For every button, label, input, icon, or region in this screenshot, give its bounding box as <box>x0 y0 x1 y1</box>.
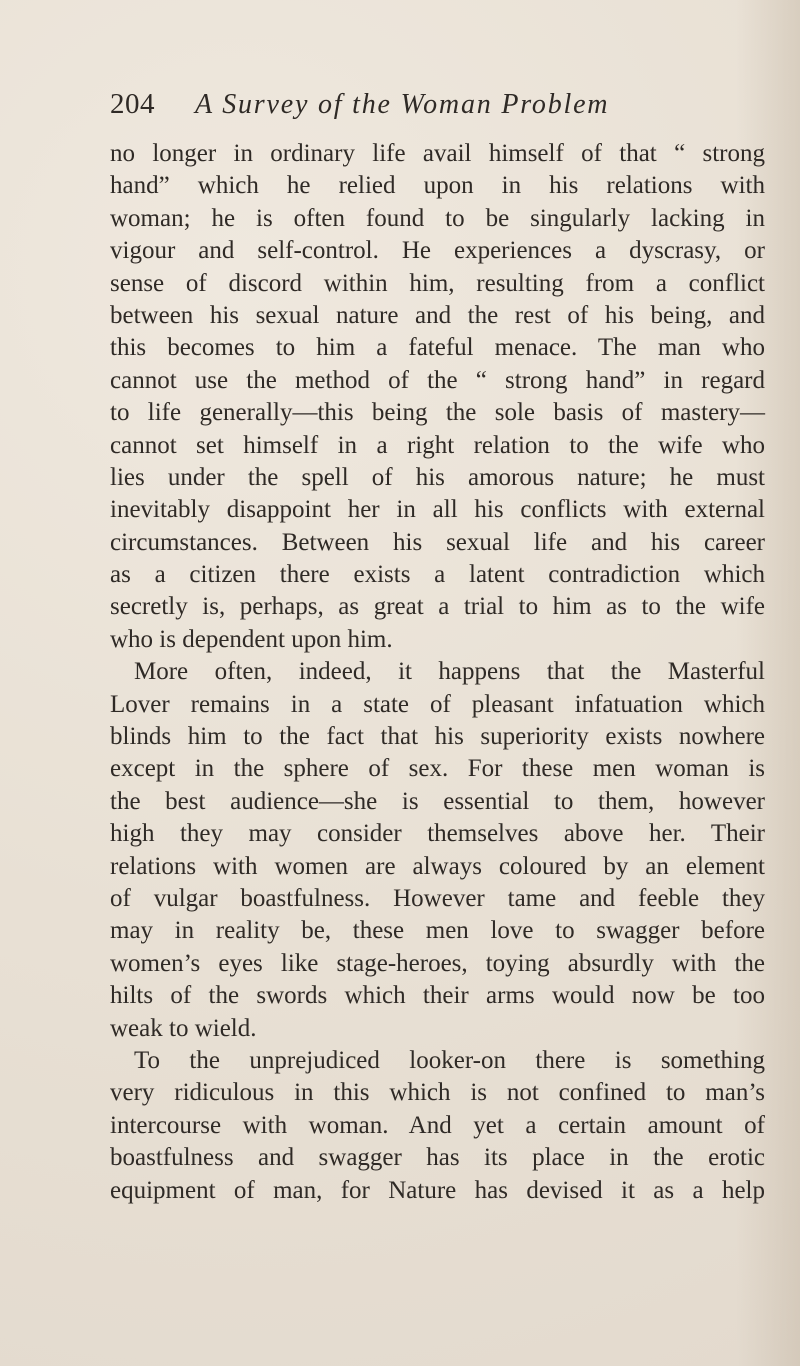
text-line: between his sexual nature and the rest of his being, and <box>110 301 765 329</box>
paragraph-start-line: To the unprejudiced looker-on there is something <box>134 1046 765 1074</box>
text-line: except in the sphere of sex. For these men woman is <box>110 755 765 783</box>
text-line: the best audience—she is essential to them, however <box>110 787 765 815</box>
text-line: hilts of the swords which their arms would now be too <box>110 982 765 1010</box>
text-line: inevitably disappoint her in all his conflicts with external <box>110 496 765 524</box>
paragraph-start-line: More often, indeed, it happens that the Masterful <box>134 658 765 686</box>
page-number: 204 <box>110 88 155 120</box>
text-line: blinds him to the fact that his superiority exists nowhere <box>110 723 765 751</box>
text-line: intercourse with woman. And yet a certain amount of <box>110 1111 765 1139</box>
body-text <box>110 138 765 1207</box>
page-header <box>110 88 750 128</box>
text-line: women’s eyes like stage-heroes, toying absurdly with the <box>110 949 765 977</box>
text-line: Lover remains in a state of pleasant infatuation which <box>110 690 765 718</box>
running-title: A Survey of the Woman Problem <box>195 89 610 120</box>
text-line: vigour and self-control. He experiences a dyscrasy, or <box>110 237 765 265</box>
text-line: secretly is, perhaps, as great a trial to him as to the wife <box>110 593 765 621</box>
text-line: lies under the spell of his amorous nature; he must <box>110 463 765 491</box>
paragraph-end-line: who is dependent upon him. <box>110 625 393 653</box>
text-line: may in reality be, these men love to swagger before <box>110 917 765 945</box>
text-line: equipment of man, for Nature has devised it as a help <box>110 1176 765 1204</box>
text-line: this becomes to him a fateful menace. The man who <box>110 334 765 362</box>
paragraph-end-line: weak to wield. <box>110 1014 257 1042</box>
text-line: as a citizen there exists a latent contradiction which <box>110 561 765 589</box>
text-line: hand” which he relied upon in his relations with <box>110 172 765 200</box>
text-line: cannot use the method of the “ strong hand” in regard <box>110 366 765 394</box>
text-line: of vulgar boastfulness. However tame and feeble they <box>110 884 765 912</box>
text-line: very ridiculous in this which is not confined to man’s <box>110 1079 765 1107</box>
text-line: to life generally—this being the sole basis of mastery— <box>110 399 765 427</box>
text-line: sense of discord within him, resulting from a conflict <box>110 269 765 297</box>
text-line: boastfulness and swagger has its place in the erotic <box>110 1144 765 1172</box>
text-line: cannot set himself in a right relation to the wife who <box>110 431 765 459</box>
text-line: high they may consider themselves above her. Their <box>110 820 765 848</box>
text-line: circumstances. Between his sexual life and his career <box>110 528 765 556</box>
text-line: no longer in ordinary life avail himself of that “ strong <box>110 140 765 167</box>
text-line: relations with women are always coloured by an element <box>110 852 765 880</box>
text-line: woman; he is often found to be singularly lacking in <box>110 204 765 232</box>
